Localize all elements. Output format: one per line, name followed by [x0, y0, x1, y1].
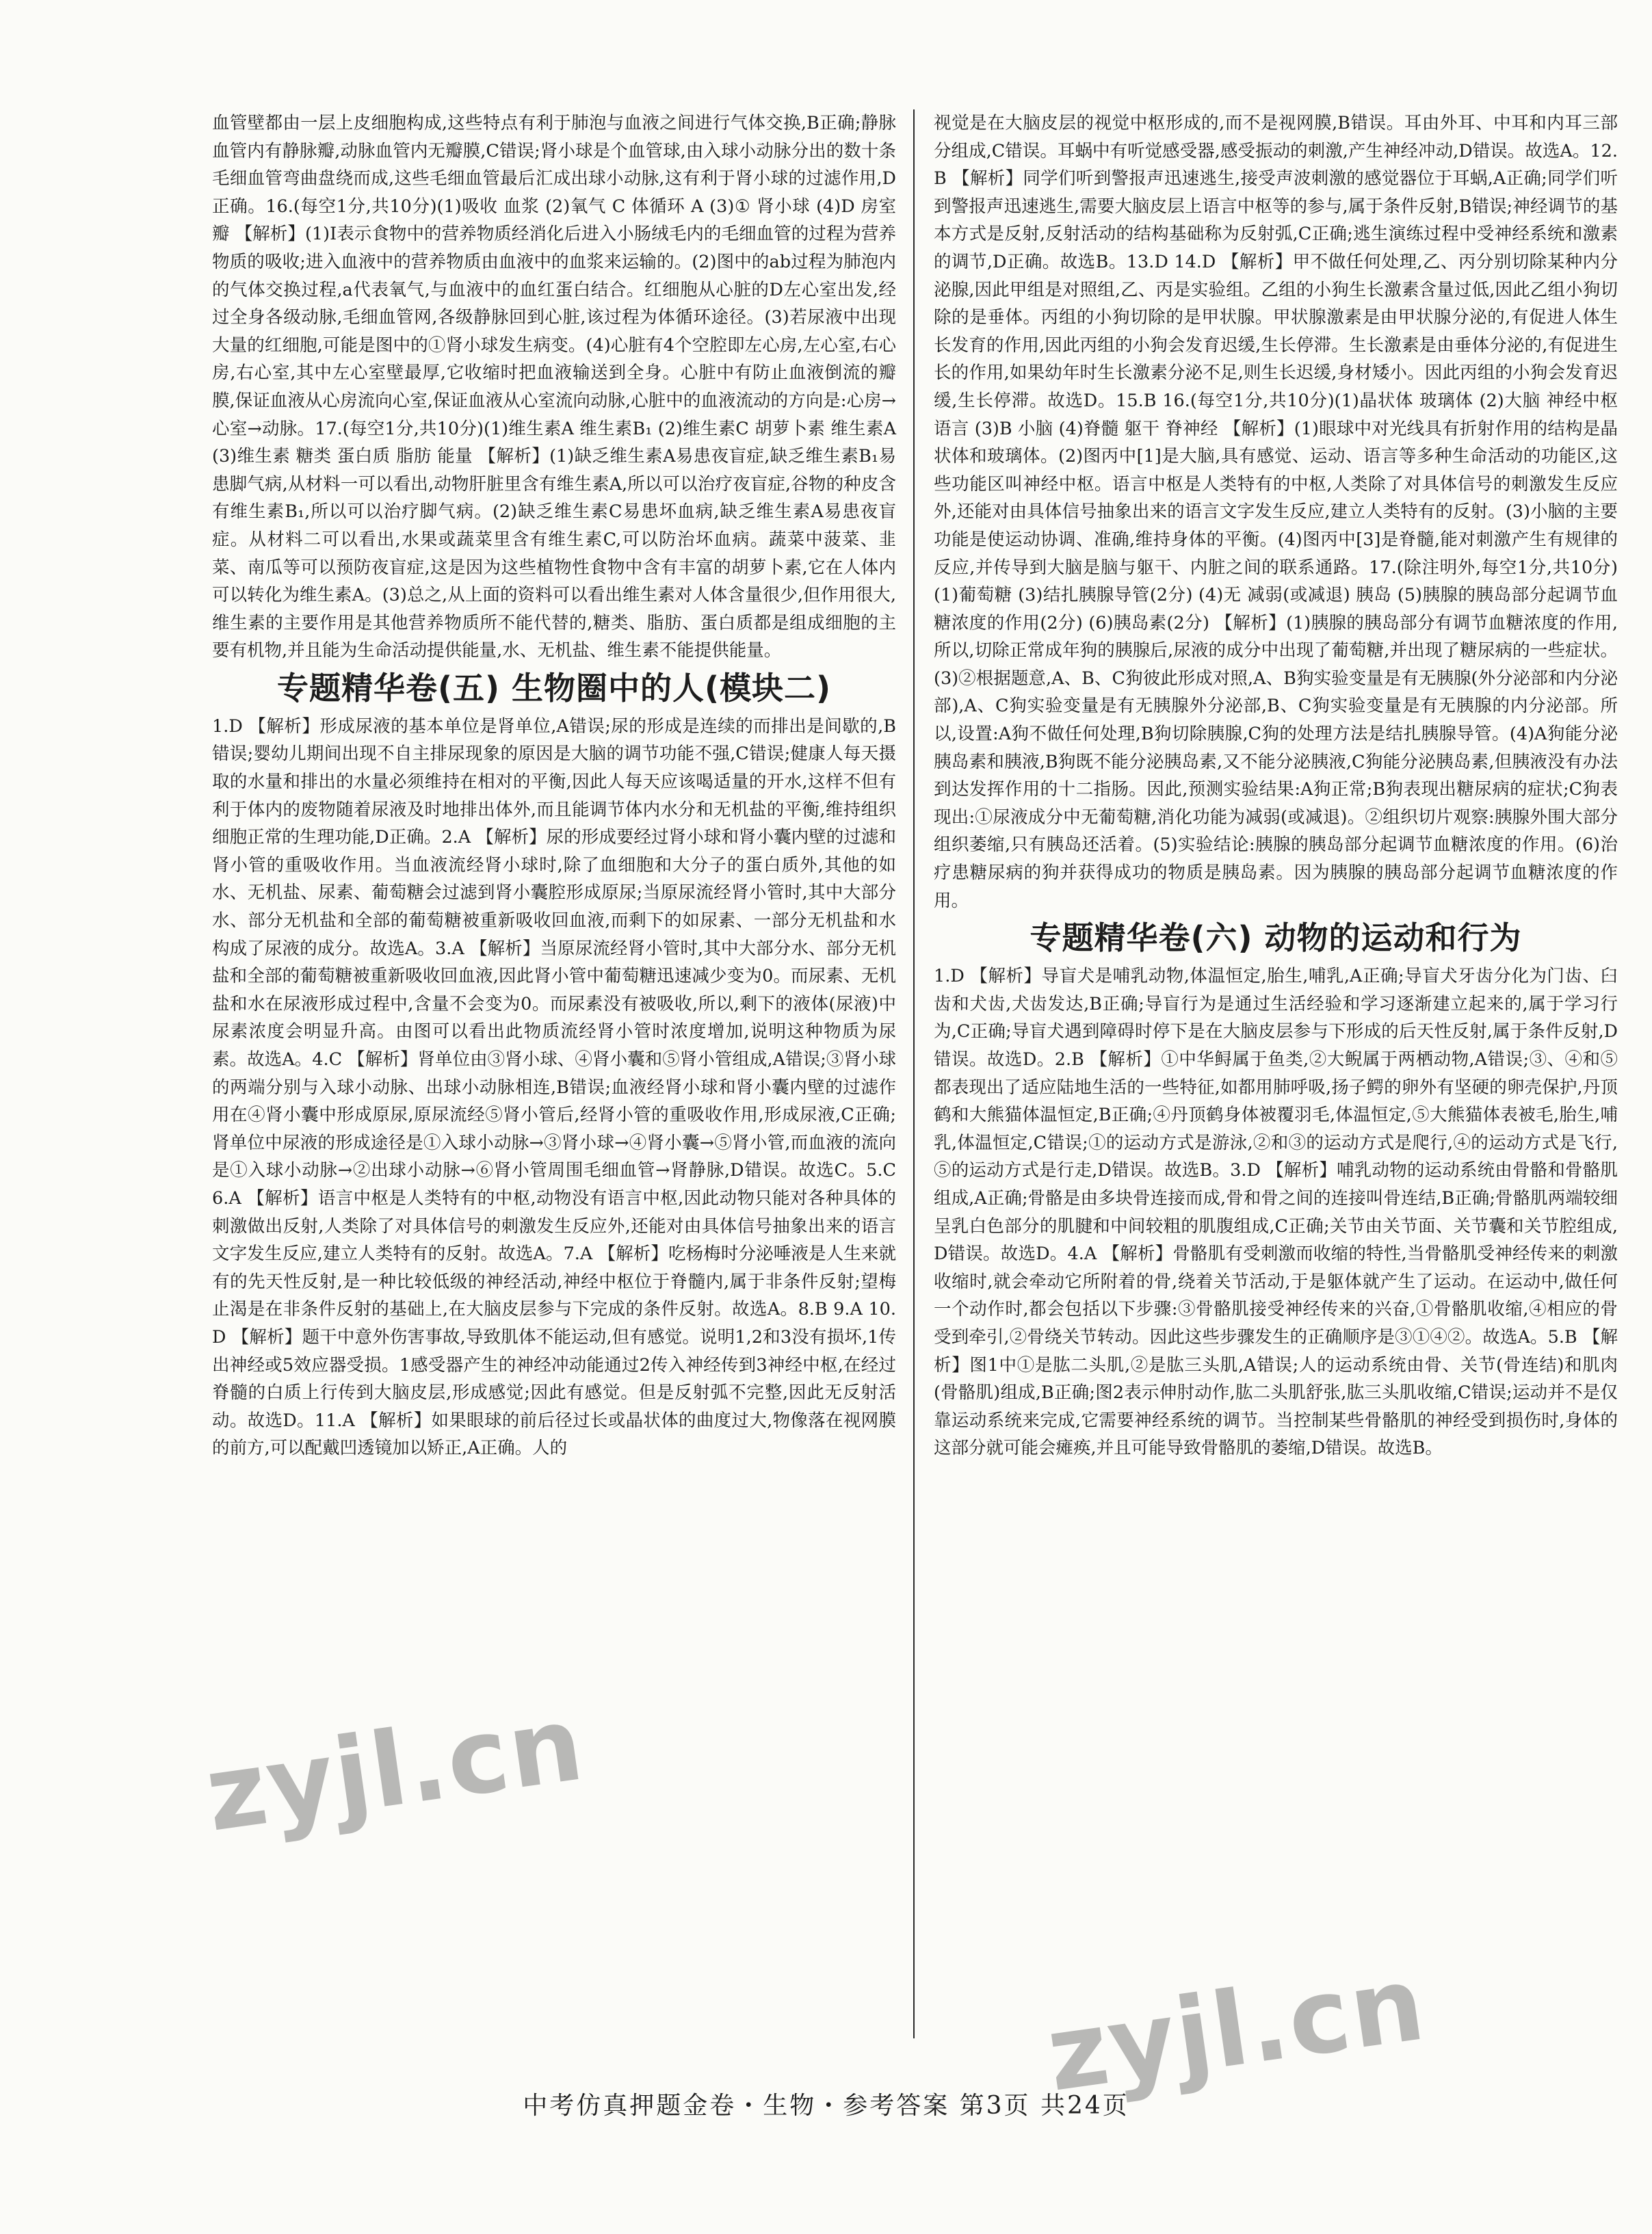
right-column: [934, 109, 1618, 1462]
section-title-six: 专题精华卷(六) 动物的运动和行为: [1030, 919, 1522, 957]
left-column: [212, 109, 896, 1462]
watermark-logo: zyjl.cn: [198, 1684, 592, 1855]
answer-block-section-five: 1.D 【解析】形成尿液的基本单位是肾单位,A错误;尿的形成是连续的而排出是间歇的,B错误;婴幼儿期间出现不自主排尿现象的原因是大脑的调节功能不强,C错误;健康人每天摄取的水量和排出的水量必须维持在相对的平衡,因此人每天应该喝适量的开水,这样不但有利于体内的废物随着尿液及时地排出体外,而且能调节体内水分和无机盐的平衡,维持组织细胞正常的生理功能,D正确。2.A 【解析】尿的形成要经过肾小球和肾小囊内壁的过滤和肾小管的重吸收作用。当血液流经肾小球时,除了血细胞和大分子的蛋白质外,其他的如水、无机盐、尿素、葡萄糖会过滤到肾小囊腔形成原尿;当原尿流经肾小管时,其中大部分水、部分无机盐和全部的葡萄糖被重新吸收回血液,而剩下的如尿素、一部分无机盐和水构成了尿液的成分。故选A。3.A 【解析】当原尿流经肾小管时,其中大部分水、部分无机盐和全部的葡萄糖被重新吸收回血液,因此肾小管中葡萄糖迅速减少变为0。而尿素、无机盐和水在尿液形成过程中,含量不会变为0。而尿素没有被吸收,所以,剩下的液体(尿液)中尿素浓度会明显升高。由图可以看出此物质流经肾小管时浓度增加,说明这种物质为尿素。故选A。4.C 【解析】肾单位由③肾小球、④肾小囊和⑤肾小管组成,A错误;③肾小球的两端分别与入球小动脉、出球小动脉相连,B错误;血液经肾小球和肾小囊内壁的过滤作用在④肾小囊中形成原尿,原尿流经⑤肾小管后,经肾小管的重吸收作用,形成尿液,C正确;肾单位中尿液的形成途径是①入球小动脉→③肾小球→④肾小囊→⑤肾小管,而血液的流向是①入球小动脉→②出球小动脉→⑥肾小管周围毛细血管→肾静脉,D错误。故选C。5.C 6.A 【解析】语言中枢是人类特有的中枢,动物没有语言中枢,因此动物只能对各种具体的刺激做出反射,人类除了对具体信号的刺激发生反应外,还能对由具体信号抽象出来的语言文字发生反应,建立人类特有的反射。故选A。7.A 【解析】吃杨梅时分泌唾液是人生来就有的先天性反射,是一种比较低级的神经活动,神经中枢位于脊髓内,属于非条件反射;望梅止渴是在非条件反射的基础上,在大脑皮层参与下完成的条件反射。故选A。8.B 9.A 10.D 【解析】题干中意外伤害事故,导致肌体不能运动,但有感觉。说明1,2和3没有损坏,1传出神经或5效应器受损。1感受器产生的神经冲动能通过2传入神经传到3神经中枢,在经过脊髓的白质上行传到大脑皮层,形成感觉;因此有感觉。但是反射弧不完整,因此无反射活动。故选D。11.A 【解析】如果眼球的前后径过长或晶状体的曲度过大,物像落在视网膜的前方,可以配戴凹透镜加以矫正,A正确。人的: [212, 715, 896, 1459]
column-divider: [913, 109, 915, 2038]
answer-block-continued-right: 视觉是在大脑皮层的视觉中枢形成的,而不是视网膜,B错误。耳由外耳、中耳和内耳三部分组成,C错误。耳蜗中有听觉感受器,感受振动的刺激,产生神经冲动,D错误。故选A。12.B 【解析】同学们听到警报声迅速逃生,接受声波刺激的感觉器位于耳蜗,A正确;同学们听到警报声迅速逃生,需要大脑皮层上语言中枢等的参与,属于条件反射,B错误;神经调节的基本方式是反射,反射活动的结构基础称为反射弧,C正确;逃生演练过程中受神经系统和激素的调节,D正确。故选B。13.D 14.D 【解析】甲不做任何处理,乙、丙分别切除某种内分泌腺,因此甲组是对照组,乙、丙是实验组。乙组的小狗生长激素含量过低,因此乙组小狗切除的是垂体。丙组的小狗切除的是甲状腺。甲状腺激素是由甲状腺分泌的,有促进人体生长发育的作用,因此丙组的小狗会发育迟缓,生长停滞。生长激素是由垂体分泌的,有促进生长的作用,如果幼年时生长激素分泌不足,则生长迟缓,身材矮小。因此丙组的小狗会发育迟缓,生长停滞。故选D。15.B 16.(每空1分,共10分)(1)晶状体 玻璃体 (2)大脑 神经中枢 语言 (3)B 小脑 (4)脊髓 躯干 脊神经 【解析】(1)眼球中对光线具有折射作用的结构是晶状体和玻璃体。(2)图丙中[1]是大脑,具有感觉、运动、语言等多种生命活动的功能区,这些功能区叫神经中枢。语言中枢是人类特有的中枢,人类除了对具体信号的刺激发生反应外,还能对由具体信号抽象出来的语言文字发生反应,建立人类特有的反射。(3)小脑的主要功能是使运动协调、准确,维持身体的平衡。(4)图丙中[3]是脊髓,能对刺激产生有规律的反应,并传导到大脑是脑与躯干、内脏之间的联系通路。17.(除注明外,每空1分,共10分)(1)葡萄糖 (3)结扎胰腺导管(2分) (4)无 减弱(或减退) 胰岛 (5)胰腺的胰岛部分起调节血糖浓度的作用(2分) (6)胰岛素(2分) 【解析】(1)胰腺的胰岛部分有调节血糖浓度的作用,所以,切除正常成年狗的胰腺后,尿液的成分中出现了葡萄糖,并出现了糖尿病的一些症状。(3)②根据题意,A、B、C狗彼此形成对照,A、B狗实验变量是有无胰腺(外分泌部和内分泌部),A、C狗实验变量是有无胰腺外分泌部,B、C狗实验变量是有无胰腺的内分泌部。所以,设置:A狗不做任何处理,B狗切除胰腺,C狗的处理方法是结扎胰腺导管。(4)A狗能分泌胰岛素和胰液,B狗既不能分泌胰岛素,又不能分泌胰液,C狗能分泌胰岛素,但胰液没有办法到达发挥作用的十二指肠。因此,预测实验结果:A狗正常;B狗表现出糖尿病的症状;C狗表现出:①尿液成分中无葡萄糖,消化功能为减弱(或减退)。②组织切片观察:胰腺外围大部分组织萎缩,只有胰岛还活着。(5)实验结论:胰腺的胰岛部分起调节血糖浓度的作用。(6)治疗患糖尿病的狗并获得成功的物质是胰岛素。因为胰腺的胰岛部分起调节血糖浓度的作用。: [934, 113, 1618, 911]
answer-block-section-six: 1.D 【解析】导盲犬是哺乳动物,体温恒定,胎生,哺乳,A正确;导盲犬牙齿分化为门齿、臼齿和犬齿,犬齿发达,B正确;导盲行为是通过生活经验和学习逐渐建立起来的,属于学习行为,C正确;导盲犬遇到障碍时停下是在大脑皮层参与下形成的后天性反射,属于条件反射,D错误。故选D。2.B 【解析】①中华鲟属于鱼类,②大鲵属于两栖动物,A错误;③、④和⑤都表现出了适应陆地生活的一些特征,如都用肺呼吸,扬子鳄的卵外有坚硬的卵壳保护,丹顶鹤和大熊猫体温恒定,B正确;④丹顶鹤身体被覆羽毛,体温恒定,⑤大熊猫体表被毛,胎生,哺乳,体温恒定,C错误;①的运动方式是游泳,②和③的运动方式是爬行,④的运动方式是飞行,⑤的运动方式是行走,D错误。故选B。3.D 【解析】哺乳动物的运动系统由骨骼和骨骼肌组成,A正确;骨骼是由多块骨连接而成,骨和骨之间的连接叫骨连结,B正确;骨骼肌两端较细呈乳白色部分的肌腱和中间较粗的肌腹组成,C正确;关节由关节面、关节囊和关节腔组成,D错误。故选D。4.A 【解析】骨骼肌有受刺激而收缩的特性,当骨骼肌受神经传来的刺激收缩时,就会牵动它所附着的骨,绕着关节活动,于是躯体就产生了运动。在运动中,做任何一个动作时,都会包括以下步骤:③骨骼肌接受神经传来的兴奋,①骨骼肌收缩,④相应的骨受到牵引,②骨绕关节转动。因此这些步骤发生的正确顺序是③①④②。故选A。5.B 【解析】图1中①是肱二头肌,②是肱三头肌,A错误;人的运动系统由骨、关节(骨连结)和肌肉(骨骼肌)组成,B正确;图2表示伸肘动作,肱二头肌舒张,肱三头肌收缩,C错误;运动并不是仅靠运动系统来完成,它需要神经系统的调节。当控制某些骨骼肌的神经受到损伤时,身体的这部分就可能会瘫痪,并且可能导致骨骼肌的萎缩,D错误。故选B。: [934, 966, 1618, 1459]
page-footer: 中考仿真押题金卷・生物・参考答案 第3页 共24页: [523, 2092, 1129, 2120]
watermark-logo-2: zyjl.cn: [1040, 1944, 1433, 2115]
answer-block-continued: 血管壁都由一层上皮细胞构成,这些特点有利于肺泡与血液之间进行气体交换,B正确;静脉血管内有静脉瓣,动脉血管内无瓣膜,C错误;肾小球是个血管球,由入球小动脉分出的数十条毛细血管弯曲盘绕而成,这些毛细血管最后汇成出球小动脉,这有利于肾小球的过滤作用,D正确。16.(每空1分,共10分)(1)吸收 血浆 (2)氧气 C 体循环 A (3)① 肾小球 (4)D 房室瓣 【解析】(1)Ⅰ表示食物中的营养物质经消化后进入小肠绒毛内的毛细血管的过程为营养物质的吸收;进入血液中的营养物质由血液中的血浆来运输的。(2)图中的ab过程为肺泡内的气体交换过程,a代表氧气,与血液中的血红蛋白结合。红细胞从心脏的D左心室出发,经过全身各级动脉,毛细血管网,各级静脉回到心脏,该过程为体循环途径。(3)若尿液中出现大量的红细胞,可能是图中的①肾小球发生病变。(4)心脏有4个空腔即左心房,左心室,右心房,右心室,其中左心室壁最厚,它收缩时把血液输送到全身。心脏中有防止血液倒流的瓣膜,保证血液从心房流向心室,保证血液从心室流向动脉,心脏中的血液流动的方向是:心房→心室→动脉。17.(每空1分,共10分)(1)维生素A 维生素B₁ (2)维生素C 胡萝卜素 维生素A (3)维生素 糖类 蛋白质 脂肪 能量 【解析】(1)缺乏维生素A易患夜盲症,缺乏维生素B₁易患脚气病,从材料一可以看出,动物肝脏里含有维生素A,所以可以治疗夜盲症,谷物的种皮含有维生素B₁,所以可以治疗脚气病。(2)缺乏维生素C易患坏血病,缺乏维生素A易患夜盲症。从材料二可以看出,水果或蔬菜里含有维生素C,可以防治坏血病。蔬菜中菠菜、韭菜、南瓜等可以预防夜盲症,这是因为这些植物性食物中含有丰富的胡萝卜素,它在人体内可以转化为维生素A。(3)总之,从上面的资料可以看出维生素对人体含量很少,但作用很大,维生素的主要作用是其他营养物质所不能代替的,糖类、脂肪、蛋白质都是组成细胞的主要有机物,并且能为生命活动提供能量,水、无机盐、维生素不能提供能量。: [212, 113, 896, 661]
section-title-five: 专题精华卷(五) 生物圈中的人(模块二): [276, 669, 832, 707]
